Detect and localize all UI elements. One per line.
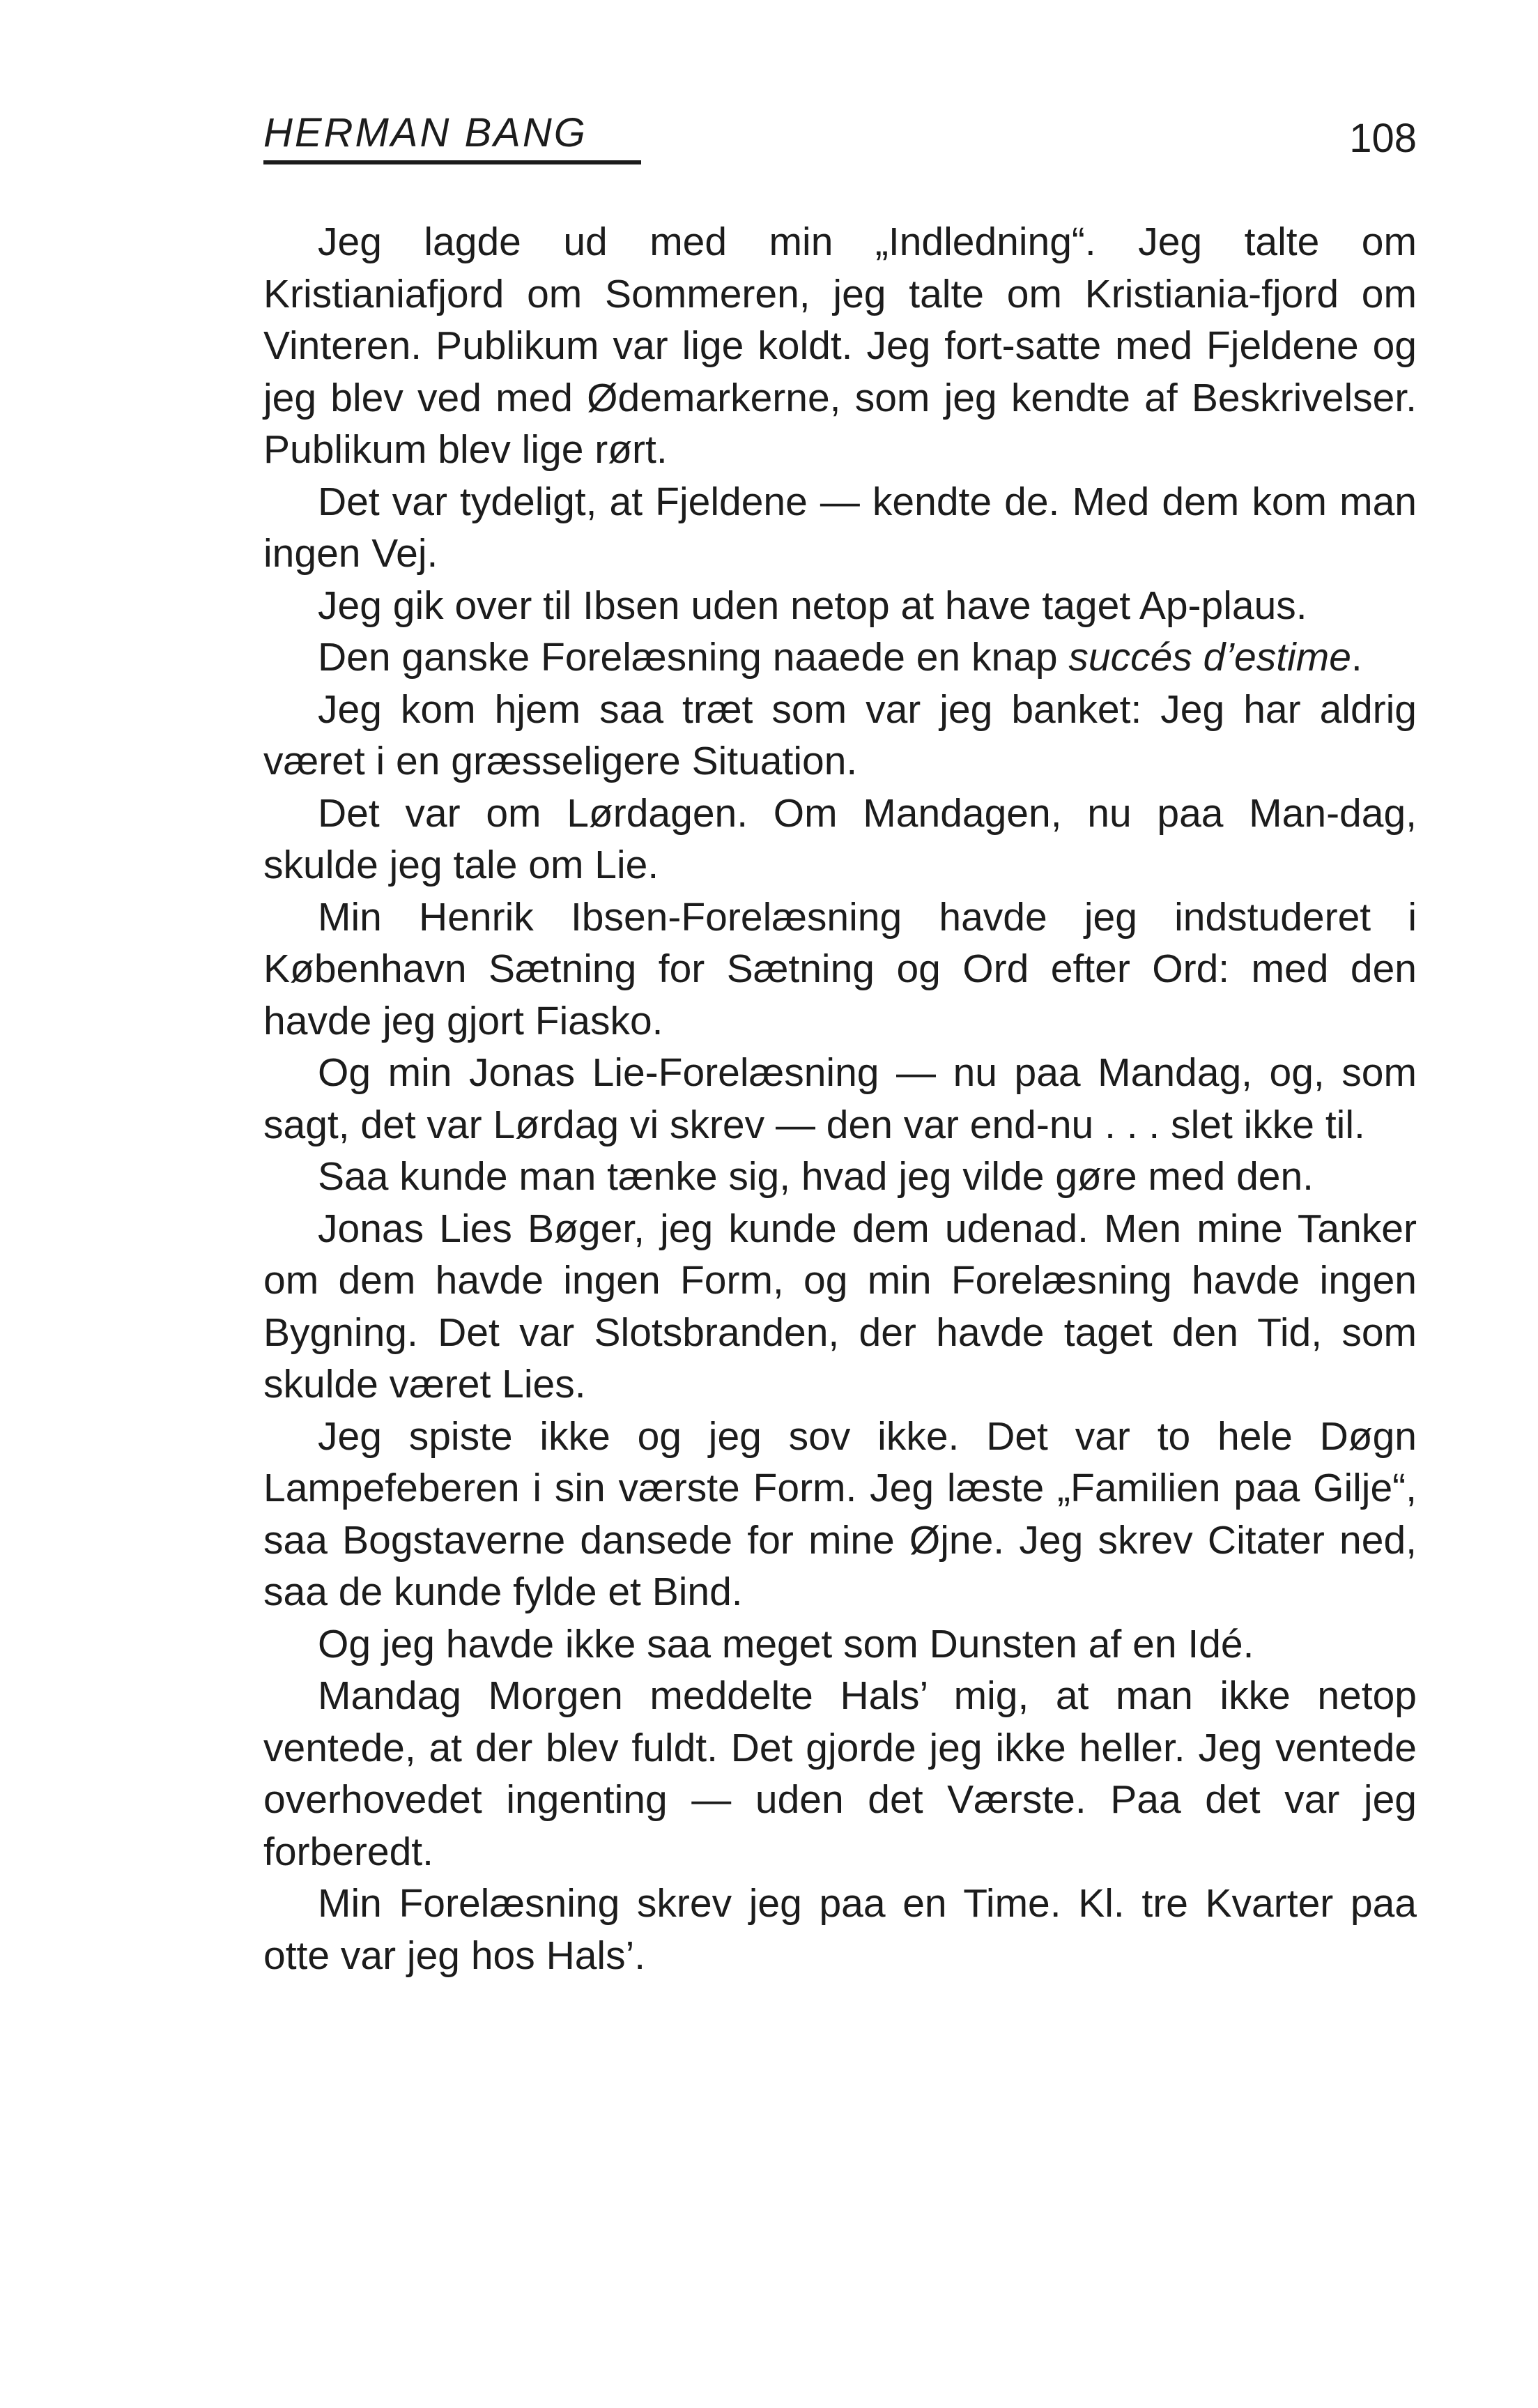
paragraph: Min Forelæsning skrev jeg paa en Time. Kl. tre Kvarter paa otte var jeg hos Hals’. <box>263 1881 1417 1978</box>
paragraph: Saa kunde man tænke sig, hvad jeg vilde gøre med den. <box>318 1154 1314 1199</box>
paragraph-text: Den ganske Forelæsning naaede en knap <box>318 635 1069 680</box>
page-number: 108 <box>1349 116 1417 161</box>
paragraph <box>263 631 1417 684</box>
running-head <box>263 105 1417 167</box>
paragraph: Jeg gik over til Ibsen uden netop at have taget Ap-plaus. <box>318 583 1307 628</box>
paragraph: Jeg spiste ikke og jeg sov ikke. Det var to hele Døgn Lampefeberen i sin værste Form. Jeg læste „Familien paa Gilje“, saa Bogstaverne dansede for mine Øjne. Jeg skrev Citater ned, saa de kunde fylde et Bind. <box>263 1413 1417 1614</box>
paragraph: Og min Jonas Lie-Forelæsning — nu paa Mandag, og, som sagt, det var Lørdag vi skrev — den var end-nu . . . slet ikke til. <box>263 1050 1417 1147</box>
paragraph: Det var tydeligt, at Fjeldene — kendte de. Med dem kom man ingen Vej. <box>263 479 1417 576</box>
paragraph: Jeg lagde ud med min „Indledning“. Jeg talte om Kristianiafjord om Sommeren, jeg talte om Kristiania-fjord om Vinteren. Publikum var lige koldt. Jeg fort-satte med Fjeldene og jeg blev ved med Ødemarkerne, som jeg kendte af Beskrivelser. Publikum blev lige rørt. <box>263 220 1417 472</box>
body-text <box>263 216 1417 1981</box>
paragraph: Det var om Lørdagen. Om Mandagen, nu paa Man-dag, skulde jeg tale om Lie. <box>263 790 1417 887</box>
paragraph: Min Henrik Ibsen-Forelæsning havde jeg indstuderet i København Sætning for Sætning og Ord efter Ord: med den havde jeg gjort Fiasko. <box>263 894 1417 1043</box>
author-underline <box>263 160 641 164</box>
paragraph: Jeg kom hjem saa træt som var jeg banket: Jeg har aldrig været i en græsseligere Situation. <box>263 687 1417 783</box>
italic-phrase: succés d’estime <box>1068 635 1351 680</box>
paragraph: Og jeg havde ikke saa meget som Dunsten af en Idé. <box>318 1621 1254 1666</box>
paragraph: Mandag Morgen meddelte Hals’ mig, at man ikke netop ventede, at der blev fuldt. Det gjorde jeg ikke heller. Jeg ventede overhovedet ingenting — uden det Værste. Paa det var jeg forberedt. <box>263 1673 1417 1874</box>
running-head-author: HERMAN BANG <box>263 110 587 155</box>
paragraph: Jonas Lies Bøger, jeg kunde dem udenad. Men mine Tanker om dem havde ingen Form, og min Forelæsning havde ingen Bygning. Det var Slotsbranden, der havde taget den Tid, som skulde været Lies. <box>263 1206 1417 1406</box>
paragraph-text: . <box>1351 635 1362 680</box>
